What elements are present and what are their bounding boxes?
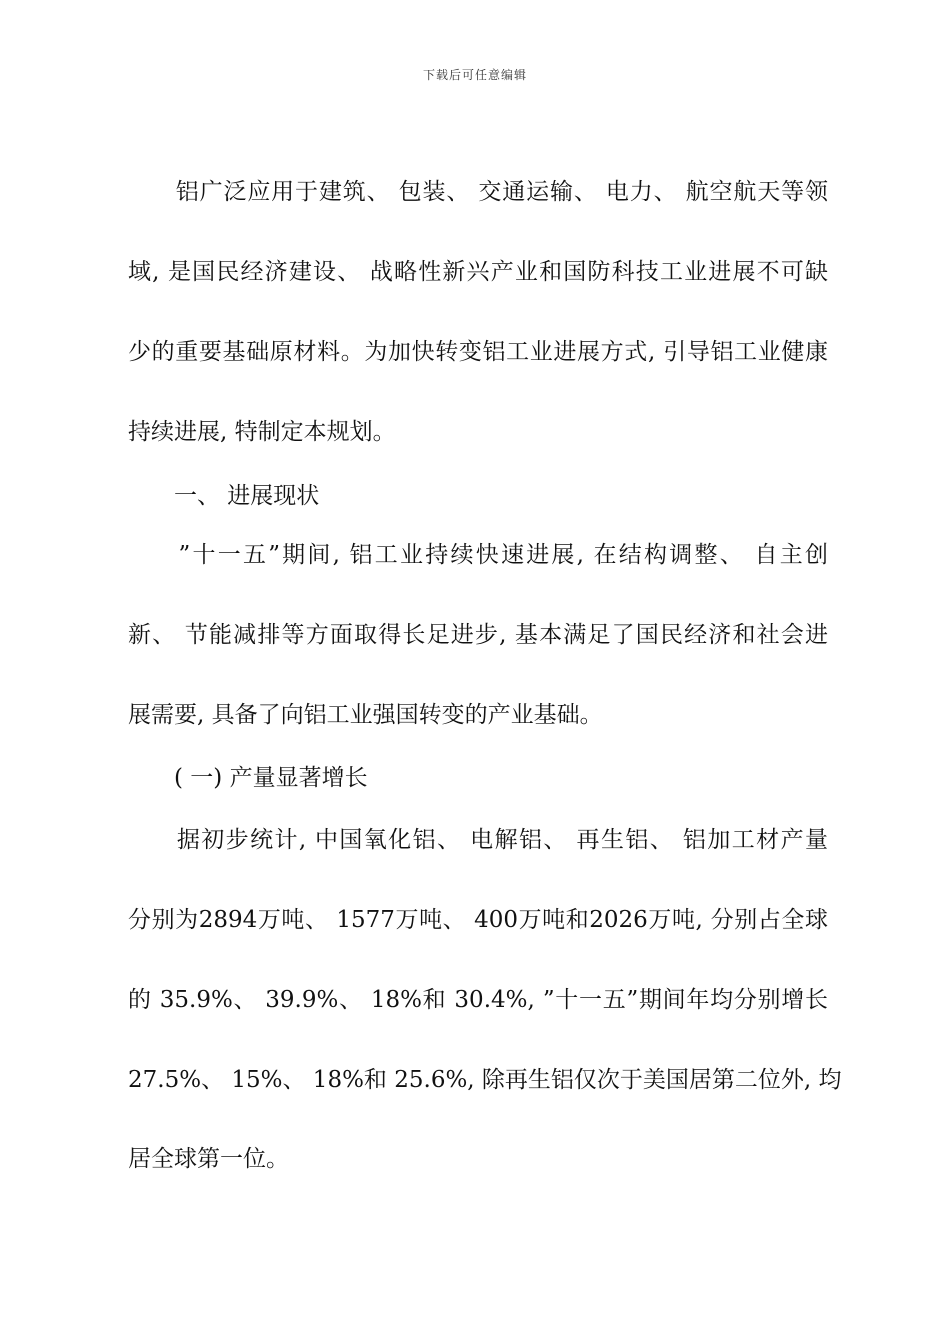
paragraph-line: 域, 是国民经济建设、 战略性新兴产业和国防科技工业进展不可缺 <box>128 259 828 285</box>
paragraph-line: ”十一五”期间, 铝工业持续快速进展, 在结构调整、 自主创 <box>128 542 828 568</box>
paragraph-line: 新、 节能减排等方面取得长足进步, 基本满足了国民经济和社会进 <box>128 622 828 648</box>
section-heading: 一、 进展现状 <box>128 483 320 509</box>
paragraph-line: 持续进展, 特制定本规划。 <box>128 419 396 445</box>
paragraph-line: 27.5%、 15%、 18%和 25.6%, 除再生铝仅次于美国居第二位外, 均 <box>128 1067 842 1093</box>
paragraph-line: 居全球第一位。 <box>128 1146 289 1172</box>
subsection-heading: ( 一) 产量显著增长 <box>128 765 368 791</box>
paragraph-line: 铝广泛应用于建筑、 包装、 交通运输、 电力、 航空航天等领 <box>128 179 828 205</box>
paragraph-line: 展需要, 具备了向铝工业强国转变的产业基础。 <box>128 702 603 728</box>
page-header: 下载后可任意编辑 <box>422 68 527 82</box>
paragraph-line: 分别为2894万吨、 1577万吨、 400万吨和2026万吨, 分别占全球 <box>128 907 828 933</box>
paragraph-line: 的 35.9%、 39.9%、 18%和 30.4%, ”十一五”期间年均分别增长 <box>128 987 828 1013</box>
paragraph-line: 据初步统计, 中国氧化铝、 电解铝、 再生铝、 铝加工材产量 <box>128 827 828 853</box>
paragraph-line: 少的重要基础原材料。为加快转变铝工业进展方式, 引导铝工业健康 <box>128 339 828 365</box>
